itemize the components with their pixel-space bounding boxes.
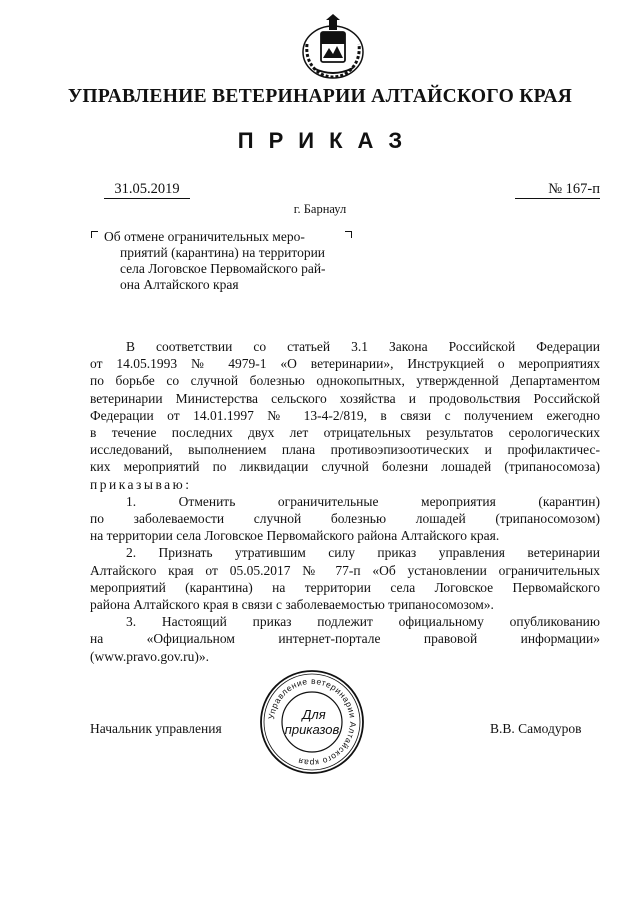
subject-bracket-left: [91, 231, 98, 238]
signatory-position: Начальник управления: [90, 721, 222, 736]
body-line: от 14.05.1993 № 4979-1 «О ветеринарии», Инструкцией о мероприятиях: [90, 356, 600, 372]
preamble-paragraph: [90, 338, 600, 493]
order-body: [90, 338, 600, 665]
body-line: на «Официальном интернет-портале правовой информации»: [90, 631, 600, 647]
body-line: Алтайского края от 05.05.2017 № 77-п «Об установлении ограничительных: [90, 562, 600, 578]
coat-of-arms-emblem: [299, 14, 367, 80]
order-word: приказываю:: [90, 476, 192, 492]
body-line: по заболеваемости случной болезнью лошадей (трипаносомозом): [90, 511, 600, 527]
body-line: Федерации от 14.01.1997 № 13-4-2/819, в связи с получением ежегодно: [90, 407, 600, 423]
order-subject: [104, 229, 342, 293]
body-line: 1. Отменить ограничительные мероприятия (карантин): [126, 493, 600, 509]
organization-title: УПРАВЛЕНИЕ ВЕТЕРИНАРИИ АЛТАЙСКОГО КРАЯ: [67, 86, 573, 107]
item-2-paragraph: [90, 544, 600, 613]
body-line: ветеринарии Министерства сельского хозяйства и продовольствия Российской: [90, 390, 600, 406]
body-line: ких мероприятий по ликвидации случной болезни лошадей (трипаносомоза): [90, 459, 600, 475]
stamp-center-line-2: приказов: [284, 722, 340, 737]
body-line: района Алтайского края в связи с заболеваемостью трипаносомозом».: [90, 597, 494, 613]
subject-line: приятий (карантина) на территории: [120, 245, 326, 260]
body-line: в течение последних двух лет отрицательных результатов серологических: [90, 425, 600, 441]
order-number: № 167-п: [515, 180, 600, 199]
document-type-title: ПРИКАЗ: [237, 128, 418, 153]
signatory-name: В.В. Самодуров: [490, 721, 582, 736]
stamp-ring-text: Управление ветеринарии Алтайского края: [266, 675, 359, 769]
stamp-center-line-1: Для: [302, 707, 326, 722]
order-city: г. Барнаул: [293, 202, 347, 216]
body-line: мероприятий (карантина) на территории села Логовское Первомайского: [90, 579, 600, 595]
subject-line: она Алтайского края: [120, 277, 239, 292]
body-line: исследований, выполнением плана противоэпизоотических и профилактичес-: [90, 442, 600, 458]
body-line: по борьбе со случной болезнью однокопытных, утвержденной Департаментом: [90, 373, 600, 389]
item-1-paragraph: [90, 493, 600, 545]
body-line: (www.pravo.gov.ru)».: [90, 648, 209, 664]
body-line: на территории села Логовское Первомайского района Алтайского края.: [90, 528, 500, 544]
subject-bracket-right: [345, 231, 352, 238]
official-stamp: [258, 668, 366, 776]
item-3-paragraph: [90, 613, 600, 665]
subject-line: села Логовское Первомайского рай-: [120, 261, 326, 276]
body-line: 3. Настоящий приказ подлежит официальному опубликованию: [126, 614, 600, 630]
order-date: 31.05.2019: [104, 180, 190, 199]
subject-line: Об отмене ограничительных меро-: [104, 229, 305, 244]
body-line: 2. Признать утратившим силу приказ управления ветеринарии: [126, 545, 600, 561]
body-line: В соответствии со статьей 3.1 Закона Российской Федерации: [126, 339, 600, 354]
